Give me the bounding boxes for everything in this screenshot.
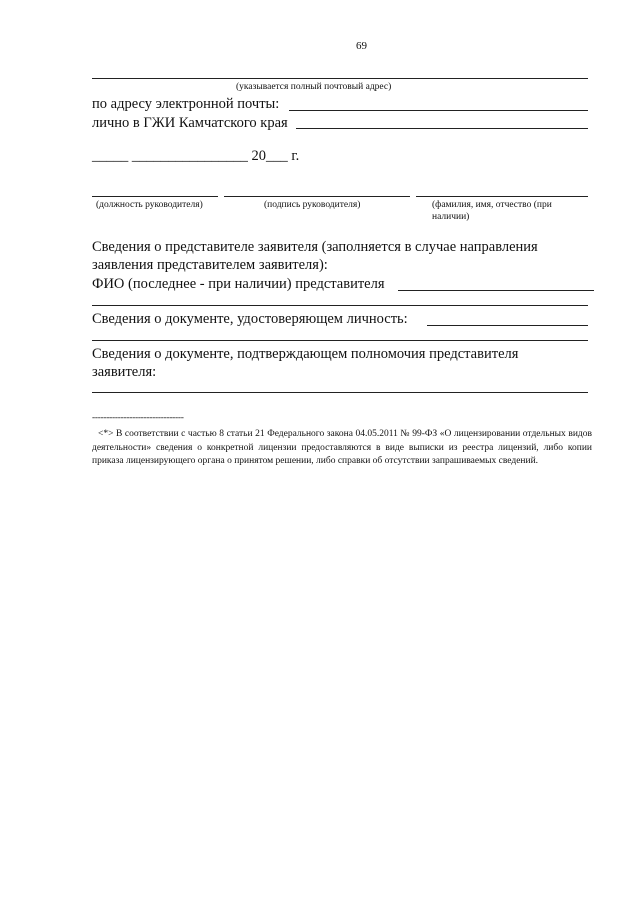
representative-heading-line1: Сведения о представителе заявителя (заполняется в случае направления [92,239,538,255]
signature-caption: (подпись руководителя) [264,200,361,210]
page-number: 69 [356,40,367,52]
id-doc-label: Сведения о документе, удостоверяющем личность: [92,311,408,327]
address-underline [92,78,588,79]
position-caption: (должность руководителя) [96,200,203,210]
name-caption-line1: (фамилия, имя, отчество (при [432,200,552,210]
in-person-underline[interactable] [296,128,588,129]
representative-fio-label: ФИО (последнее - при наличии) представителя [92,276,385,292]
authority-doc-line2: заявителя: [92,364,157,380]
signature-underline[interactable] [224,196,410,197]
footnote-body: <*> В соответствии с частью 8 статьи 21 Федерального закона 04.05.2011 № 99-ФЗ «О лицензировании отдельных видов деятельности» сведения о конкретной лицензии предоставляются в виде выписки из реестра лицензий, либо копии приказа лицензирующего органа о принятом решении, либо справки об отсутствии запрашиваемых сведений. [92,429,592,466]
in-person-label: лично в ГЖИ Камчатского края [92,115,288,131]
email-underline[interactable] [289,110,588,111]
position-underline[interactable] [92,196,218,197]
footnote-separator: -------------------------------- [92,413,184,423]
id-doc-extra-line[interactable] [92,340,588,341]
email-label: по адресу электронной почты: [92,96,280,112]
name-caption-line2: наличии) [432,212,470,222]
name-underline[interactable] [416,196,588,197]
representative-fio-extra-line[interactable] [92,305,588,306]
id-doc-underline[interactable] [427,325,588,326]
representative-fio-underline[interactable] [398,290,594,291]
authority-doc-line1: Сведения о документе, подтверждающем полномочия представителя [92,346,519,362]
address-hint: (указывается полный почтовый адрес) [236,82,392,92]
footnote-text [92,428,592,469]
representative-heading-line2: заявления представителем заявителя): [92,257,328,273]
authority-doc-underline[interactable] [92,392,588,393]
date-line[interactable]: _____ ________________ 20___ г. [92,148,300,164]
